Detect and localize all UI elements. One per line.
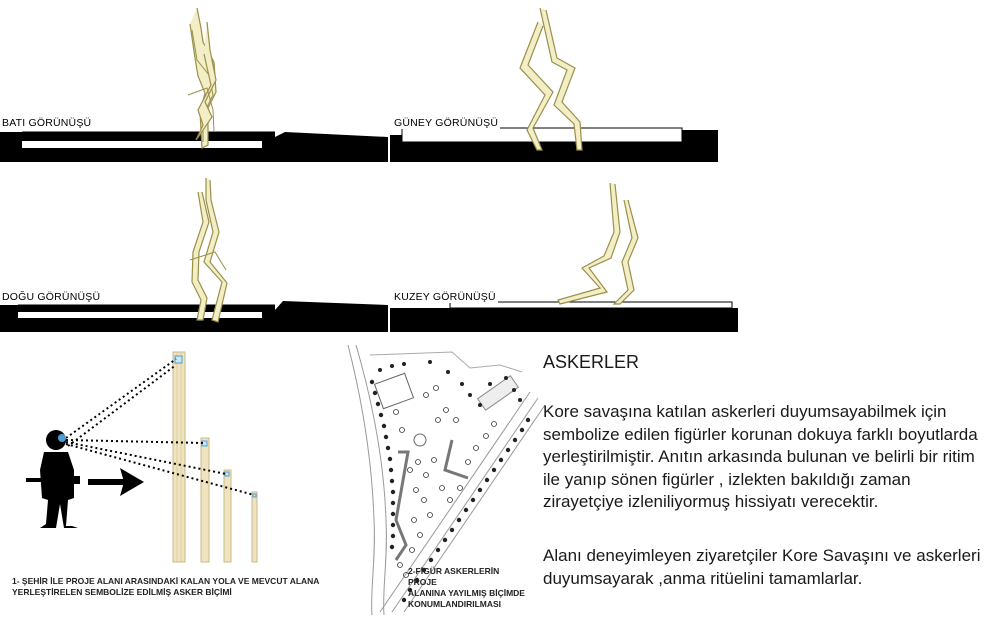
description-paragraph-2: Alanı deneyimleyen ziyaretçiler Kore Savaşını ve askerleri duyumsayarak ,anma ritüelini tamamlarlar.: [543, 546, 981, 588]
description-paragraph-1: Kore savaşına katılan askerleri duyumsayabilmek için sembolize edilen figürler korunan dokuya farklı boyutlarda yerleştirilmiştir. Anıtın arkasında bulunan ve belirli bir ritim ile yanıp sönen figürler , izlekten bakıldığı zaman zirayetçiye izleniliyormuş hissiyatı verecektir.: [543, 402, 978, 512]
perspective-caption: 1- ŞEHİR İLE PROJE ALANI ARASINDAKİ KALAN YOLA VE MEVCUT ALANA YERLEŞTİRELEN SEMBOLİZE EDİLMİŞ ASKER BİÇİMİ: [12, 576, 320, 597]
site-plan-caption: 2-FİGÜR ASKERLERİN PROJE ALANINA YAYILMIŞ BİÇİMDE KONUMLANDIRILMASI: [408, 566, 525, 609]
south-elevation-label: GÜNEY GÖRÜNÜŞÜ: [394, 117, 499, 129]
section-title: ASKERLER: [543, 352, 640, 372]
east-ground-section: [0, 301, 388, 332]
perspective-diagram: [26, 352, 257, 562]
east-elevation: [0, 178, 388, 332]
direction-arrow-icon: [88, 468, 144, 496]
north-soldier-figure: [558, 183, 620, 304]
eye-icon: [58, 434, 66, 442]
east-soldier-figure: [204, 178, 227, 322]
post-smallest: [252, 492, 257, 562]
north-ground-section: [390, 308, 738, 332]
post-medium: [201, 438, 209, 562]
east-elevation-label: DOĞU GÖRÜNÜŞÜ: [2, 291, 101, 303]
west-elevation-label: BATI GÖRÜNÜŞÜ: [2, 117, 92, 129]
south-elevation: [390, 8, 718, 162]
north-elevation: [390, 183, 738, 332]
post-small: [224, 470, 231, 562]
north-elevation-label: KUZEY GÖRÜNÜŞÜ: [394, 291, 496, 303]
west-elevation: [0, 8, 388, 162]
post-tall: [173, 352, 185, 562]
